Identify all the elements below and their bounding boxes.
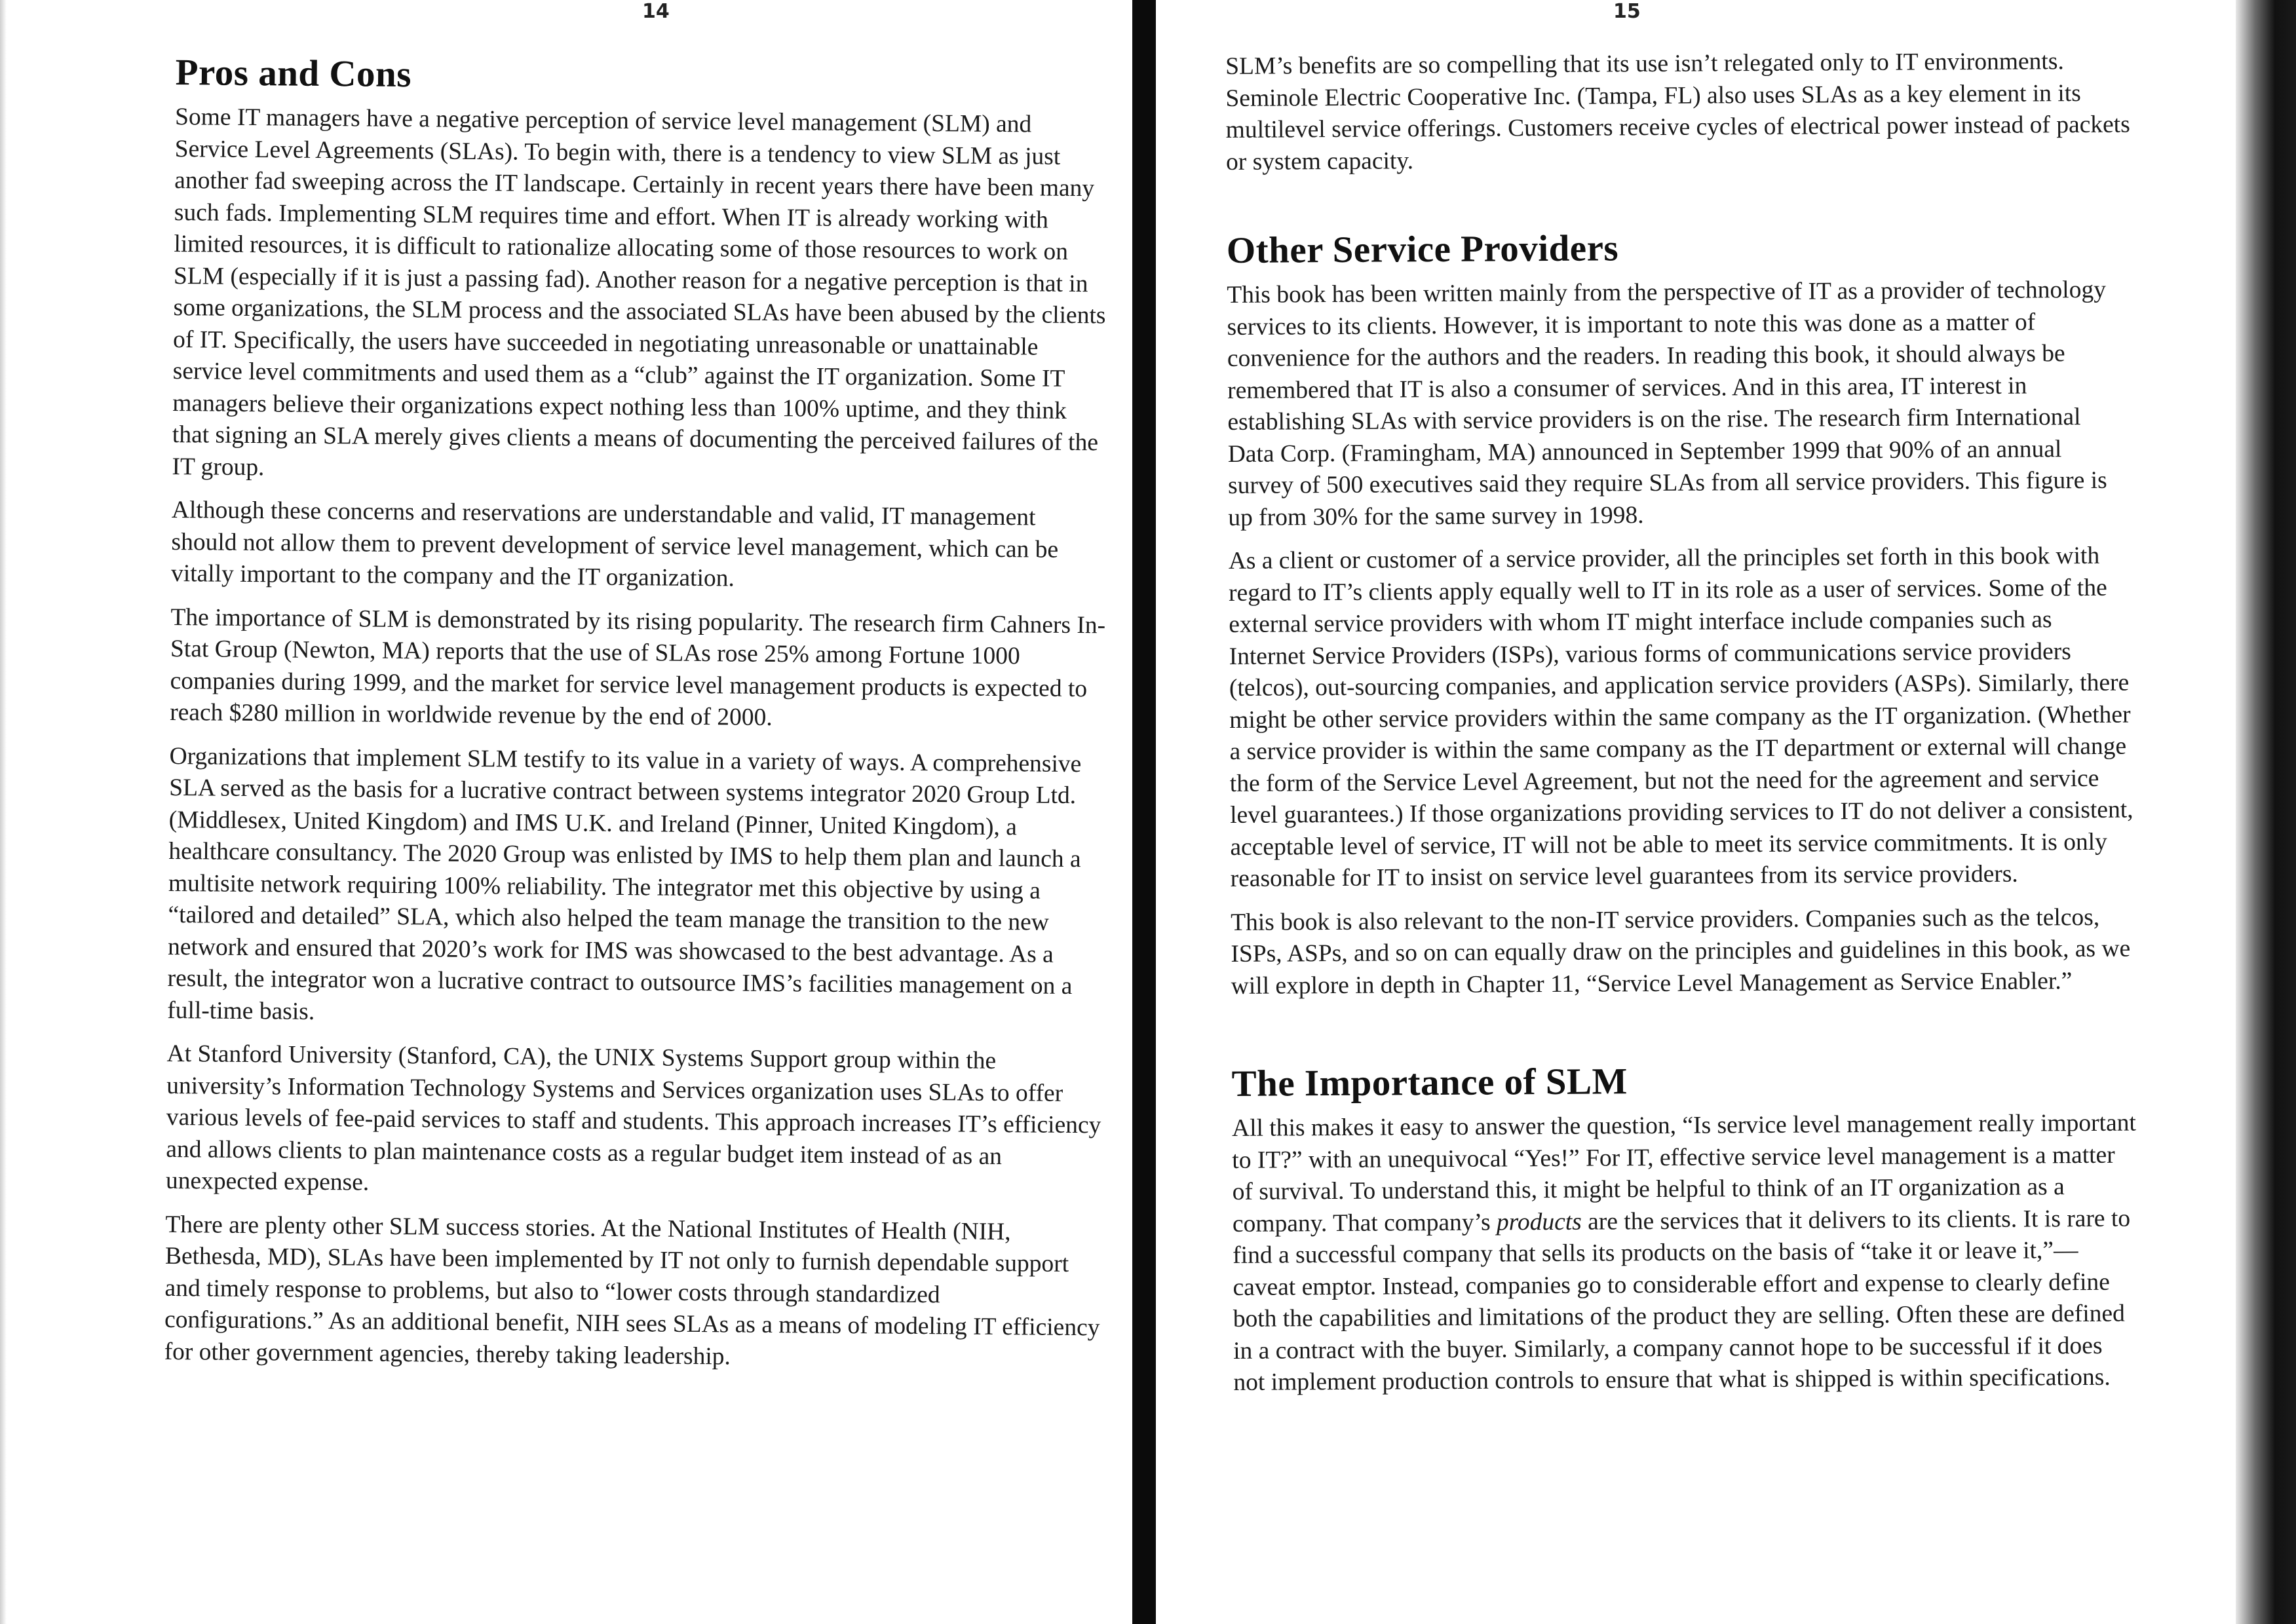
paragraph: The importance of SLM is demonstrated by its rising popularity. The research firm Cahners In-Stat Group (Newton, MA) reports that the use of SLAs rose 25% among Fortune 1000 companies during 1999, and the market for service level management products is expected to reach $280 million in worldwide revenue by the end of 2000. <box>170 603 1106 731</box>
book-gutter <box>1132 0 1156 1624</box>
paragraph: This book has been written mainly from the perspective of IT as a provider of technology services to its clients. However, it is important to note this was done as a matter of convenience for the authors and the readers. In reading this book, it should always be remembered that IT is also a consumer of services. And in this area, IT interest in establishing SLAs with service providers is on the rise. The research firm International Data Corp. (Framingham, MA) announced in September 1999 that 90% of an annual survey of 500 executives said they require SLAs from all service providers. This figure is up from 30% for the same survey in 1998. <box>1227 276 2107 531</box>
scan-edge-right <box>2236 0 2296 1624</box>
paragraph-importance <box>1232 1108 2138 1399</box>
section-heading-importance-of-slm: The Importance of SLM <box>1231 1061 1628 1105</box>
section-heading-pros-and-cons: Pros and Cons <box>175 51 412 96</box>
section-heading-other-service-providers: Other Service Providers <box>1226 227 1619 271</box>
paragraph-text: All this makes it easy to answer the question, “Is service level management really important to IT?” with an unequivocal “Yes!” For IT, effective service level management is a matter of survival. To understand this, it might be helpful to think of an IT organization as a company. That company’s <box>1231 1109 2136 1237</box>
left-page-number: 14 <box>642 0 670 23</box>
paragraph: As a client or customer of a service provider, all the principles set forth in this book with regard to IT’s clients apply equally well to IT in its role as a user of services. Some of the external service providers with whom IT might interface include companies such as Internet Service Providers (ISPs), various forms of communications service providers (telcos), out-sourcing companies, and application service providers (ASPs). Similarly, there might be other service providers within the same company as the IT organization. (Whether a service provider is within the same company as the IT department or external will change the form of the Service Level Agreement, but not the need for the agreement and service level guarantees.) If those organizations providing services to IT do not deliver a consistent, acceptable level of service, IT will not be able to meet its service commitments. It is only reasonable for IT to insist on service level guarantees from its service providers. <box>1228 542 2133 892</box>
left-page <box>164 51 1111 1388</box>
right-page-number: 15 <box>1613 0 1641 23</box>
scan-edge-left <box>0 0 7 1624</box>
paragraph: Organizations that implement SLM testify to its value in a variety of ways. A comprehensive SLA served as the basis for a lucrative contract between systems integrator 2020 Group Ltd. (Middlesex, United Kingdom) and IMS U.K. and Ireland (Pinner, United Kingdom), a healthcare consultancy. The 2020 Group was enlisted by IMS to help them plan and launch a multisite network requiring 100% reliability. The integrator met this objective by using a “tailored and detailed” SLA, which also helped the team manage the transition to the new network and ensured that 2020’s work for IMS was showcased to the best advantage. As a result, the integrator won a lucrative contract to outsource IMS’s facilities management on a full-time basis. <box>167 742 1082 1025</box>
paragraph: At Stanford University (Stanford, CA), the UNIX Systems Support group within the university’s Information Technology Systems and Services organization uses SLAs to offer various levels of fee-paid services to staff and students. This approach increases IT’s efficiency and allows clients to plan maintenance costs as a regular budget item instead of as an unexpected expense. <box>165 1040 1101 1196</box>
paragraph: This book is also relevant to the non-IT service providers. Companies such as the telcos, ISPs, ASPs, and so on can equally draw on the principles and guidelines in this book, as we will explore in depth in Chapter 11, “Service Level Management as Service Enabler.” <box>1230 903 2131 1000</box>
paragraph: There are plenty other SLM success stories. At the National Institutes of Health (NIH, Bethesda, MD), SLAs have been implemented by IT not only to furnish dependable support and timely response to problems, but also to “lower costs through standardized configurations.” As an additional benefit, NIH sees SLAs as a means of modeling IT efficiency for other government agencies, thereby taking leadership. <box>164 1211 1100 1370</box>
paragraph-text: are the services that it delivers to its clients. It is rare to find a successful company that sells its products on the basis of “take it or leave it,”—caveat emptor. Instead, companies go to considerable effort and expense to clearly define both the capabilities and limitations of the product they are selling. Often these are defined in a contract with the buyer. Similarly, a company cannot hope to be successful if it does not implement production controls to ensure that what is shipped is within specifications. <box>1233 1205 2131 1396</box>
paragraph-intro: SLM’s benefits are so compelling that its use isn’t relegated only to IT environments. Seminole Electric Cooperative Inc. (Tampa, FL) also uses SLAs as a key element in its multilevel service offerings. Customers receive cycles of electrical power instead of packets or system capacity. <box>1225 48 2130 176</box>
emphasis-products: products <box>1496 1208 1582 1236</box>
right-page <box>1225 46 2138 1411</box>
paragraph: Although these concerns and reservations are understandable and valid, IT management should not allow them to prevent development of service level management, which can be vitally important to the company and the IT organization. <box>170 496 1059 592</box>
paragraph: Some IT managers have a negative perception of service level management (SLM) and Service Level Agreements (SLAs). To begin with, there is a tendency to view SLM as just another fad sweeping across the IT landscape. Certainly in recent years there have been many such fads. Implementing SLM requires time and effort. When IT is already working with limited resources, it is difficult to rationalize allocating some of those resources to work on SLM (especially if it is just a passing fad). Another reason for a negative perception is that in some organizations, the SLM process and the associated SLAs have been abused by the clients of IT. Specifically, the users have succeeded in negotiating unreasonable or unattainable service level commitments and used them as a “club” against the IT organization. Some IT managers believe their organizations expect nothing less than 100% uptime, and they think that signing an SLA merely gives clients a means of documenting the perceived failures of the IT group. <box>172 103 1106 481</box>
